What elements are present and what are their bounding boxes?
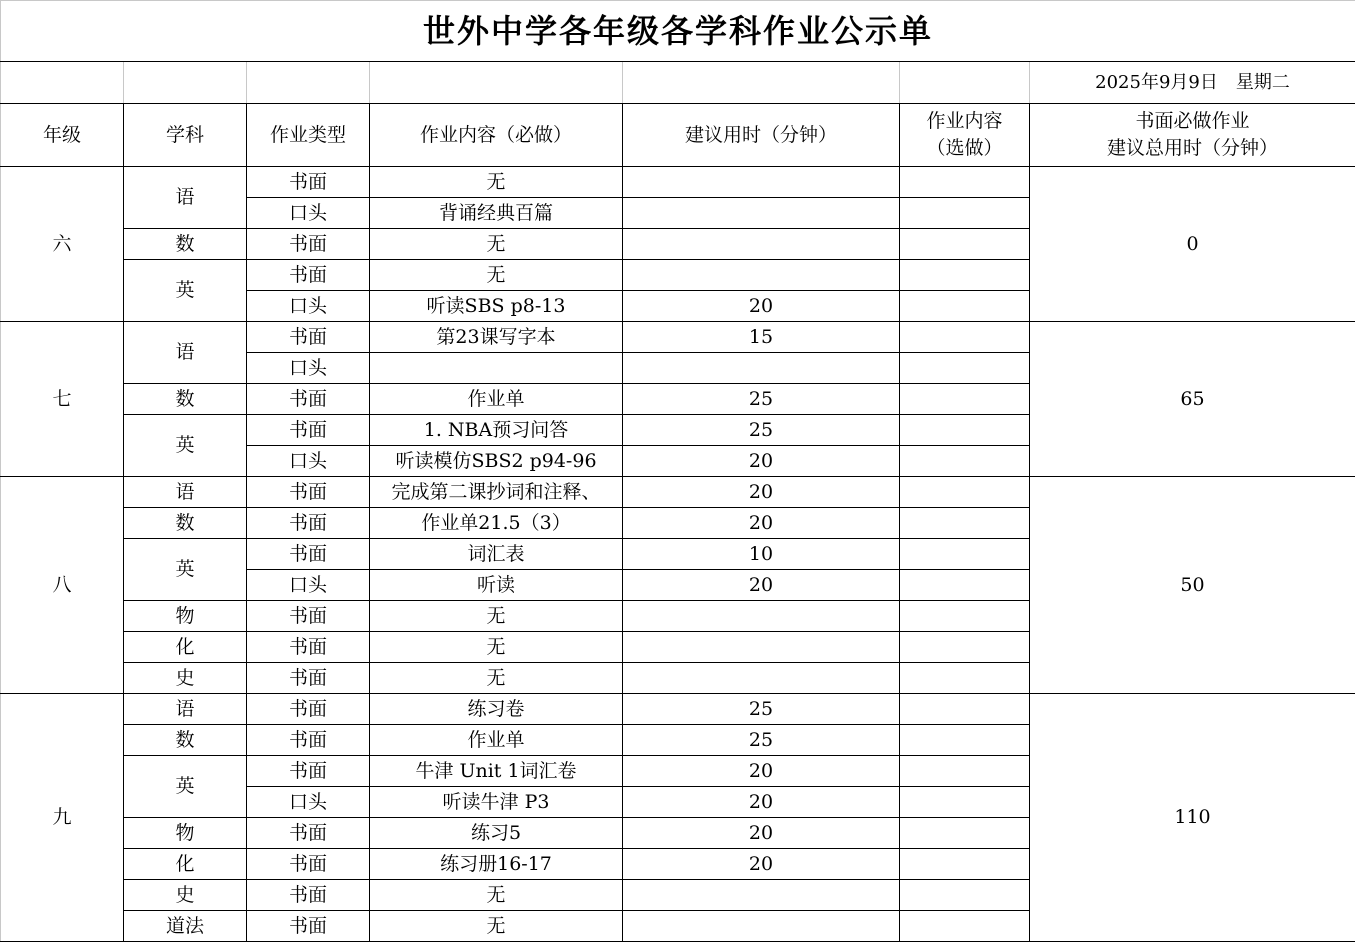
subject-cell: 物: [124, 818, 247, 849]
type-cell: 书面: [247, 477, 370, 508]
total-time-cell: 50: [1030, 477, 1355, 694]
content-cell: 听读SBS p8-13: [370, 291, 623, 322]
subject-cell: 化: [124, 849, 247, 880]
subject-cell: 史: [124, 663, 247, 694]
date-label: 2025年9月9日 星期二: [1030, 62, 1355, 104]
type-cell: 书面: [247, 725, 370, 756]
time-cell: 25: [623, 725, 900, 756]
subject-cell: 语: [124, 322, 247, 384]
optional-cell: [900, 632, 1030, 663]
header-subject: 学科: [124, 104, 247, 167]
type-cell: 书面: [247, 849, 370, 880]
time-cell: 25: [623, 694, 900, 725]
time-cell: 20: [623, 446, 900, 477]
time-cell: 20: [623, 818, 900, 849]
time-cell: [623, 601, 900, 632]
header-content: 作业内容（必做）: [370, 104, 623, 167]
empty-cell: [124, 62, 247, 104]
content-cell: 无: [370, 167, 623, 198]
type-cell: 书面: [247, 663, 370, 694]
optional-cell: [900, 167, 1030, 198]
subject-cell: 化: [124, 632, 247, 663]
subject-cell: 数: [124, 384, 247, 415]
content-cell: [370, 353, 623, 384]
type-cell: 书面: [247, 322, 370, 353]
type-cell: 书面: [247, 539, 370, 570]
optional-cell: [900, 601, 1030, 632]
time-cell: 25: [623, 384, 900, 415]
subject-cell: 物: [124, 601, 247, 632]
time-cell: 20: [623, 756, 900, 787]
subject-cell: 史: [124, 880, 247, 911]
subject-cell: 英: [124, 756, 247, 818]
type-cell: 书面: [247, 229, 370, 260]
type-cell: 口头: [247, 570, 370, 601]
time-cell: 20: [623, 570, 900, 601]
table-row: [1, 167, 1355, 198]
content-cell: 无: [370, 880, 623, 911]
content-cell: 听读: [370, 570, 623, 601]
optional-cell: [900, 291, 1030, 322]
content-cell: 无: [370, 229, 623, 260]
time-cell: 25: [623, 415, 900, 446]
grade-cell: 九: [1, 694, 124, 942]
table-row: [1, 694, 1355, 725]
optional-cell: [900, 663, 1030, 694]
empty-cell: [900, 62, 1030, 104]
content-cell: 无: [370, 260, 623, 291]
header-grade: 年级: [1, 104, 124, 167]
time-cell: 20: [623, 849, 900, 880]
table-row: [1, 322, 1355, 353]
optional-cell: [900, 787, 1030, 818]
time-cell: [623, 353, 900, 384]
optional-cell: [900, 229, 1030, 260]
content-cell: 完成第二课抄词和注释、: [370, 477, 623, 508]
grade-cell: 六: [1, 167, 124, 322]
content-cell: 听读牛津 P3: [370, 787, 623, 818]
header-optional: 作业内容 （选做）: [900, 104, 1030, 167]
type-cell: 书面: [247, 260, 370, 291]
subject-cell: 数: [124, 508, 247, 539]
type-cell: 口头: [247, 291, 370, 322]
optional-cell: [900, 725, 1030, 756]
optional-cell: [900, 508, 1030, 539]
subject-cell: 语: [124, 167, 247, 229]
content-cell: 无: [370, 911, 623, 942]
type-cell: 书面: [247, 415, 370, 446]
time-cell: 20: [623, 477, 900, 508]
content-cell: 练习册16-17: [370, 849, 623, 880]
content-cell: 词汇表: [370, 539, 623, 570]
time-cell: [623, 198, 900, 229]
content-cell: 作业单: [370, 725, 623, 756]
time-cell: 15: [623, 322, 900, 353]
header-time: 建议用时（分钟）: [623, 104, 900, 167]
optional-cell: [900, 260, 1030, 291]
content-cell: 作业单21.5（3）: [370, 508, 623, 539]
subject-cell: 英: [124, 415, 247, 477]
type-cell: 书面: [247, 911, 370, 942]
type-cell: 口头: [247, 353, 370, 384]
type-cell: 书面: [247, 632, 370, 663]
content-cell: 背诵经典百篇: [370, 198, 623, 229]
header-type: 作业类型: [247, 104, 370, 167]
time-cell: [623, 911, 900, 942]
empty-cell: [370, 62, 623, 104]
type-cell: 书面: [247, 880, 370, 911]
subject-cell: 语: [124, 477, 247, 508]
content-cell: 第23课写字本: [370, 322, 623, 353]
content-cell: 听读模仿SBS2 p94-96: [370, 446, 623, 477]
content-cell: 牛津 Unit 1词汇卷: [370, 756, 623, 787]
content-cell: 无: [370, 663, 623, 694]
optional-cell: [900, 694, 1030, 725]
grade-cell: 八: [1, 477, 124, 694]
time-cell: [623, 663, 900, 694]
content-cell: 作业单: [370, 384, 623, 415]
time-cell: 20: [623, 291, 900, 322]
page-title: 世外中学各年级各学科作业公示单: [1, 1, 1355, 62]
time-cell: [623, 632, 900, 663]
subject-cell: 数: [124, 725, 247, 756]
empty-cell: [623, 62, 900, 104]
optional-cell: [900, 446, 1030, 477]
table-row: [1, 477, 1355, 508]
optional-cell: [900, 880, 1030, 911]
time-cell: [623, 880, 900, 911]
type-cell: 书面: [247, 756, 370, 787]
subject-cell: 道法: [124, 911, 247, 942]
optional-cell: [900, 756, 1030, 787]
time-cell: 10: [623, 539, 900, 570]
type-cell: 书面: [247, 601, 370, 632]
time-cell: 20: [623, 508, 900, 539]
type-cell: 书面: [247, 384, 370, 415]
optional-cell: [900, 911, 1030, 942]
optional-cell: [900, 353, 1030, 384]
optional-cell: [900, 570, 1030, 601]
grade-cell: 七: [1, 322, 124, 477]
content-cell: 练习5: [370, 818, 623, 849]
time-cell: [623, 260, 900, 291]
subject-cell: 英: [124, 260, 247, 322]
time-cell: [623, 229, 900, 260]
type-cell: 口头: [247, 198, 370, 229]
optional-cell: [900, 322, 1030, 353]
type-cell: 书面: [247, 694, 370, 725]
type-cell: 书面: [247, 508, 370, 539]
type-cell: 口头: [247, 787, 370, 818]
type-cell: 口头: [247, 446, 370, 477]
subject-cell: 数: [124, 229, 247, 260]
content-cell: 1. NBA预习问答: [370, 415, 623, 446]
empty-cell: [247, 62, 370, 104]
subject-cell: 语: [124, 694, 247, 725]
header-total: 书面必做作业 建议总用时（分钟）: [1030, 104, 1355, 167]
time-cell: 20: [623, 787, 900, 818]
optional-cell: [900, 849, 1030, 880]
empty-cell: [1, 62, 124, 104]
optional-cell: [900, 539, 1030, 570]
content-cell: 无: [370, 601, 623, 632]
subject-cell: 英: [124, 539, 247, 601]
content-cell: 练习卷: [370, 694, 623, 725]
content-cell: 无: [370, 632, 623, 663]
total-time-cell: 65: [1030, 322, 1355, 477]
type-cell: 书面: [247, 818, 370, 849]
optional-cell: [900, 384, 1030, 415]
type-cell: 书面: [247, 167, 370, 198]
total-time-cell: 0: [1030, 167, 1355, 322]
total-time-cell: 110: [1030, 694, 1355, 942]
optional-cell: [900, 477, 1030, 508]
optional-cell: [900, 198, 1030, 229]
optional-cell: [900, 415, 1030, 446]
optional-cell: [900, 818, 1030, 849]
time-cell: [623, 167, 900, 198]
